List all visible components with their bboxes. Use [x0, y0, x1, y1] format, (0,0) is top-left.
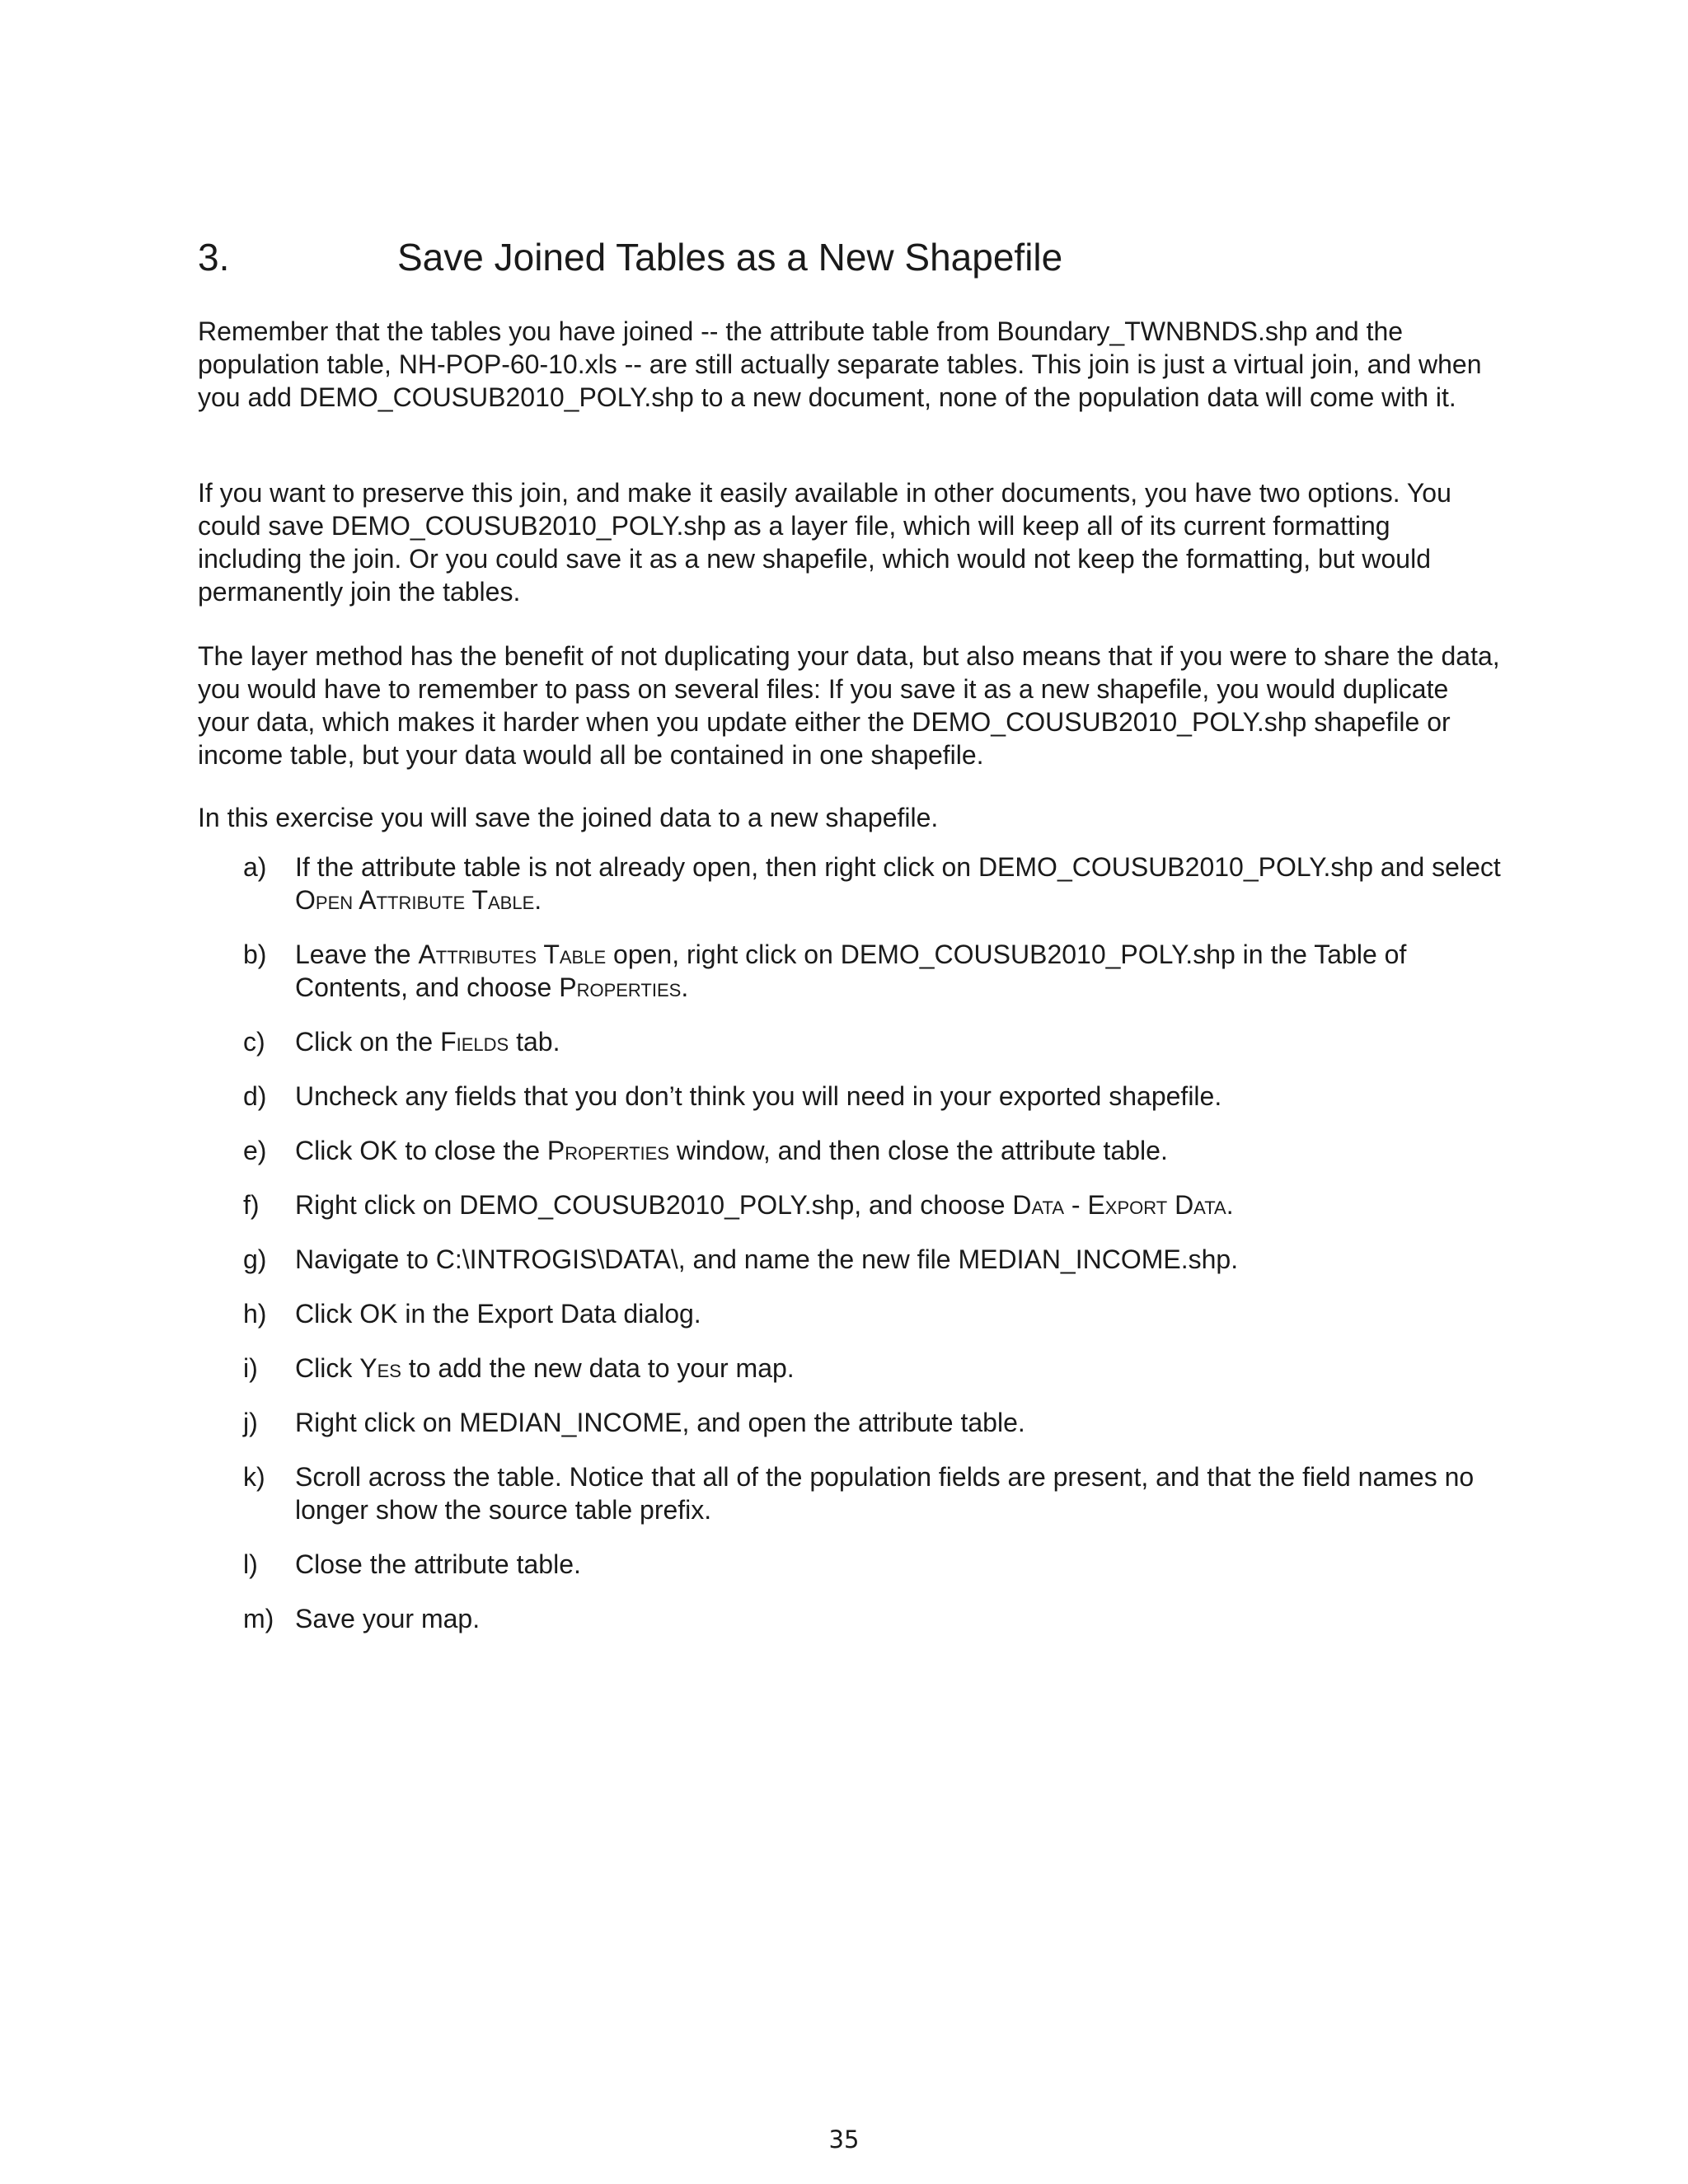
step-marker: c) [243, 1027, 265, 1057]
step-marker: i) [243, 1353, 258, 1383]
step-item [198, 1243, 1517, 1276]
step-marker: j) [243, 1408, 258, 1437]
step-item [198, 1188, 1517, 1221]
page-number: 35 [828, 2125, 860, 2154]
ui-command: Attributes Table [418, 940, 607, 969]
step-item [198, 938, 1517, 1004]
step-marker: l) [243, 1549, 258, 1579]
step-text: Close the attribute table. [295, 1549, 581, 1579]
step-text: to add the new data to your map. [401, 1353, 795, 1383]
step-item [198, 1080, 1517, 1113]
step-marker: k) [243, 1462, 265, 1492]
step-item [198, 1460, 1517, 1526]
step-text: Click OK to close the [295, 1136, 547, 1165]
step-text: . [534, 885, 542, 915]
paragraph-3: The layer method has the benefit of not duplicating your data, but also means that if you were to share the data, you would have to remember to pass on several files: If you save it as a new shapefile, you would duplicate your data, which makes it harder when you update either the DEMO_COUSUB2010_POLY.shp shapefile or income table, but your data would all be contained in one shapefile. [198, 641, 1500, 770]
step-item [198, 1025, 1517, 1058]
step-marker: h) [243, 1299, 267, 1329]
step-item [198, 1406, 1517, 1439]
section-heading [198, 232, 1062, 282]
step-text: Right click on DEMO_COUSUB2010_POLY.shp, and choose [295, 1190, 1013, 1220]
section-title: Save Joined Tables as a New Shapefile [397, 236, 1063, 279]
step-item [198, 1548, 1517, 1581]
step-item [198, 1297, 1517, 1330]
step-item [198, 851, 1517, 916]
step-text: Leave the [295, 940, 419, 969]
step-text: tab. [509, 1027, 560, 1057]
step-text: Click [295, 1353, 360, 1383]
step-marker: b) [243, 940, 267, 969]
paragraph-1: Remember that the tables you have joined -- the attribute table from Boundary_TWNBNDS.shp and the population table, NH-POP-60-10.xls -- are still actually separate tables. This join is just a virtual join, and when you add DEMO_COUSUB2010_POLY.shp to a new document, none of the population data will come with it. [198, 316, 1482, 412]
step-marker: d) [243, 1081, 267, 1111]
paragraph-4: In this exercise you will save the joined data to a new shapefile. [198, 803, 939, 832]
step-text: . [681, 972, 689, 1002]
section-number: 3. [198, 236, 230, 279]
step-text: Uncheck any fields that you don’t think you will need in your exported shapefile. [295, 1081, 1222, 1111]
ui-command: Data - Export Data [1012, 1190, 1226, 1220]
ui-command: Open Attribute Table [295, 885, 535, 915]
ui-command: Properties [559, 972, 682, 1002]
step-text: Right click on MEDIAN_INCOME, and open the attribute table. [295, 1408, 1025, 1437]
step-text: open, right click on DEMO_COUSUB2010_POLY.shp in the Table of Contents, and choose [295, 940, 1407, 1002]
step-marker: g) [243, 1244, 267, 1274]
ui-command: Yes [359, 1353, 401, 1383]
step-text: Scroll across the table. Notice that all of the population fields are present, and that the field names no longer show the source table prefix. [295, 1462, 1475, 1525]
step-text: window, and then close the attribute table. [668, 1136, 1168, 1165]
ui-command: Properties [546, 1136, 669, 1165]
steps-list [198, 851, 1517, 1657]
step-marker: f) [243, 1190, 260, 1220]
step-item [198, 1352, 1517, 1385]
step-text: Save your map. [295, 1604, 481, 1633]
step-text: Click on the [295, 1027, 441, 1057]
step-text: Navigate to C:\INTROGIS\DATA\, and name the new file MEDIAN_INCOME.shp. [295, 1244, 1239, 1274]
step-marker: m) [243, 1604, 274, 1633]
step-item [198, 1134, 1517, 1167]
step-text: . [1226, 1190, 1234, 1220]
step-text: Click OK in the Export Data dialog. [295, 1299, 701, 1329]
step-item [198, 1602, 1517, 1635]
ui-command: Fields [440, 1027, 509, 1057]
step-marker: a) [243, 852, 267, 882]
paragraph-2: If you want to preserve this join, and make it easily available in other documents, you have two options. You could save DEMO_COUSUB2010_POLY.shp as a layer file, which will keep all of its current formatting including the join. Or you could save it as a new shapefile, which would not keep the formatting, but would permanently join the tables. [198, 478, 1451, 607]
step-text: If the attribute table is not already open, then right click on DEMO_COUSUB2010_POLY.shp and select [295, 852, 1501, 882]
step-marker: e) [243, 1136, 267, 1165]
